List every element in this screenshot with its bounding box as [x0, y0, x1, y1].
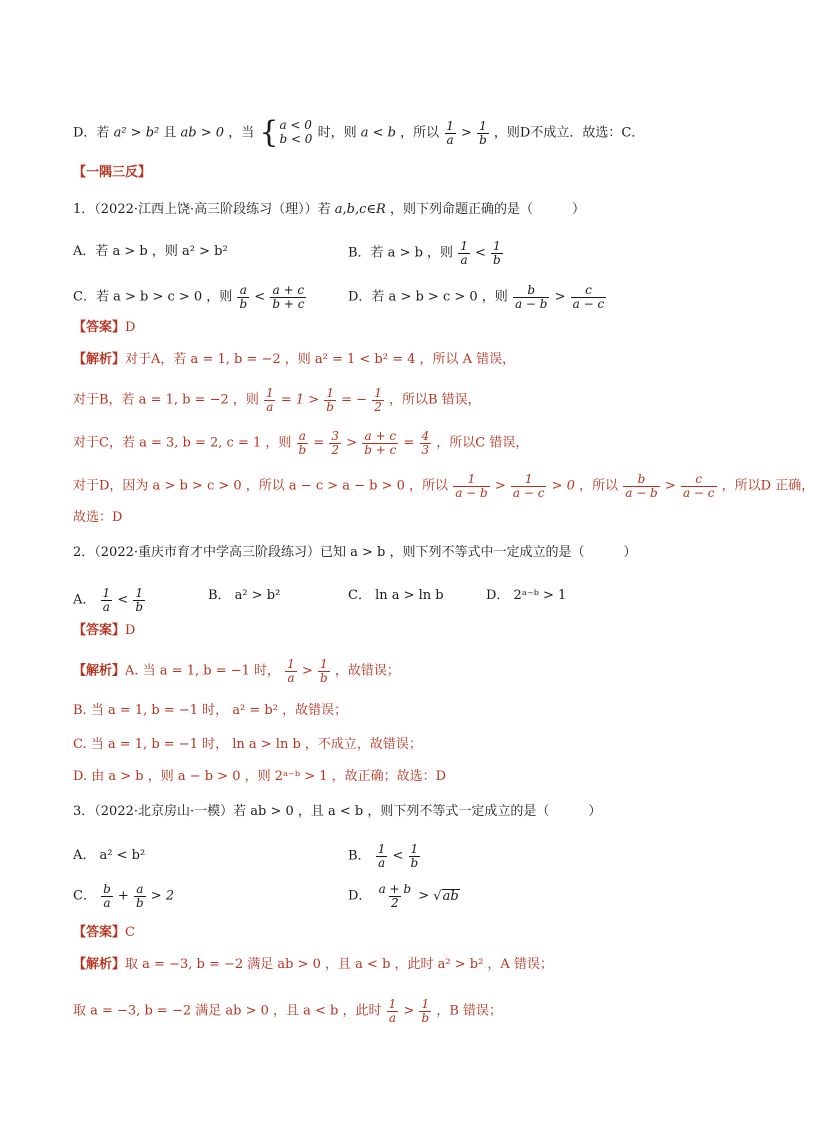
fraction: $\frac{1}{b}$ [320, 657, 328, 685]
text: C． [73, 888, 96, 904]
explanation-label: 【解析】 [73, 957, 126, 972]
text: 1．（2022·江西上饶·高三阶段练习（理））若 [73, 202, 331, 217]
text: A. 当 a = 1, b = −1 时， [125, 663, 281, 679]
fraction: $\frac{1}{2}$ [374, 386, 382, 414]
q3-explanation-2: 取 a = −3, b = −2 满足 ab > 0 ，且 a < b ，此时 $\frac{1}{a}$ > $\frac{1}{b}$ ，B 错误； [73, 997, 502, 1025]
answer-value: D [125, 623, 136, 638]
line-option-d-explanation [73, 115, 645, 150]
q1-final-choice: 故选：D [73, 510, 123, 525]
fraction-1-over-b: $\frac{1}{b}$ [479, 118, 487, 147]
text: D．若 [73, 125, 110, 141]
text: 对于A，若 a = 1, b = −2 ，则 a² = 1 < b² = 4 ，所以 A 错误， [125, 352, 516, 367]
fraction: $\frac{b}{a - b}$ [514, 283, 548, 311]
q2-explanation-d: D. 由 a > b ，则 a − b > 0 ，则 2ᵃ⁻ᵇ > 1 ，故正确；故选：D [73, 769, 447, 784]
text: 且 [163, 125, 177, 141]
text: ，当 [228, 125, 255, 141]
math: a,b,c∈R [334, 202, 386, 217]
system-bottom: b < 0 [279, 132, 313, 146]
math-cond2: ab > 0 [180, 125, 225, 141]
text: B．若 a > b ，则 [348, 245, 454, 261]
explanation-label: 【解析】 [73, 352, 126, 367]
answer-value: C [125, 925, 135, 940]
inequality-system [259, 115, 313, 150]
brace-glyph: { [259, 115, 279, 150]
q1-option-b: B．若 a > b ，则 $\frac{1}{a}$ < $\frac{1}{b}$ [348, 239, 501, 267]
text: ，所以 [400, 125, 440, 141]
q1-explanation-c: 对于C，若 a = 3, b = 2, c = 1 ，则 $\frac{a}{b}$ = $\frac{3}{2}$ > $\frac{a + c}{b + c}$ = $\frac{4}{3}$ ，所以C 错误， [73, 429, 529, 457]
q1-answer [73, 321, 135, 334]
fraction: $\frac{1}{a}$ [287, 657, 295, 685]
text: C．若 a > b > c > 0 ，则 [73, 289, 233, 305]
q2-option-c: C． ln a > ln b [348, 588, 444, 603]
math-result: a < b [360, 125, 396, 141]
fraction: $\frac{1}{b}$ [410, 842, 419, 870]
text: ，所以B 错误， [388, 392, 481, 408]
q2-explanation-a: 【解析】A. 当 a = 1, b = −1 时， $\frac{1}{a}$ > $\frac{1}{b}$ ，故错误； [73, 657, 400, 685]
question-1-stem [73, 203, 585, 216]
fraction: $\frac{b}{a - b}$ [625, 472, 658, 500]
text: D． [348, 888, 372, 904]
q3-explanation-1 [73, 958, 553, 971]
fraction: $\frac{a + c}{b + c}$ [272, 283, 305, 311]
fraction: $\frac{3}{2}$ [331, 429, 340, 457]
text: 取 a = −3, b = −2 满足 ab > 0 ，且 a < b ，此时 a² > b² ，A 错误； [125, 957, 553, 972]
q2-option-d: D． 2ᵃ⁻ᵇ > 1 [486, 588, 567, 603]
math-cond1: a² > b² [113, 125, 160, 141]
q3-option-d: D． $\frac{a + b}{2}$ > √ ab [348, 882, 459, 910]
section-title: 【一隅三反】 [73, 165, 152, 180]
answer-value: D [125, 320, 136, 335]
fraction: $\frac{c}{a - c}$ [572, 283, 605, 311]
text: ，故错误； [334, 663, 400, 679]
fraction: $\frac{1}{a - c}$ [512, 472, 545, 500]
fraction: $\frac{1}{b}$ [421, 997, 430, 1025]
q2-explanation-c: C. 当 a = 1, b = −1 时， ln a > ln b ，不成立，故错误； [73, 737, 422, 752]
sqrt-ab: √ ab [433, 888, 459, 904]
fraction: $\frac{1}{a}$ [460, 239, 468, 267]
fraction: $\frac{a}{b}$ [298, 429, 307, 457]
text: ，所以 [579, 478, 619, 494]
text: ，则D不成立．故选：C． [493, 125, 645, 141]
fraction: $\frac{1}{b}$ [493, 239, 501, 267]
fraction: $\frac{1}{b}$ [326, 386, 334, 414]
q1-option-a: A．若 a > b ，则 a² > b² [73, 244, 228, 259]
fraction: $\frac{1}{a - b}$ [455, 472, 488, 500]
q3-option-c: C． $\frac{b}{a}$ + $\frac{a}{b}$ > 2 [73, 882, 175, 910]
fraction: $\frac{1}{a}$ [266, 386, 274, 414]
text: A． [73, 592, 96, 608]
q1-option-c: C．若 a > b > c > 0 ，则 $\frac{a}{b}$ < $\frac{a + c}{b + c}$ [73, 283, 305, 311]
q1-explanation-a [73, 353, 515, 366]
fraction: $\frac{4}{3}$ [421, 429, 430, 457]
text: ，B 错误； [436, 1003, 502, 1019]
gt-sign: > [461, 125, 472, 141]
q2-explanation-b: B. 当 a = 1, b = −1 时， a² = b² ，故错误； [73, 703, 348, 718]
q3-answer [73, 926, 135, 939]
q2-answer [73, 624, 135, 637]
q1-explanation-d: 对于D，因为 a > b > c > 0 ，所以 a − c > a − b > 0 ，所以 $\frac{1}{a - b}$ > $\frac{1}{a - c}$ > 0 ，所以 $\frac{b}{a - b}$ > $\frac{c}{a - c}$ ，所以D 正确， [73, 472, 814, 500]
fraction: $\frac{1}{a}$ [388, 997, 397, 1025]
text: 取 a = −3, b = −2 满足 ab > 0 ，且 a < b ，此时 [73, 1003, 382, 1019]
fraction: $\frac{a + b}{2}$ [378, 882, 412, 910]
fraction: $\frac{1}{a}$ [102, 586, 111, 614]
fraction: $\frac{a + c}{b + c}$ [364, 429, 397, 457]
q3-option-b: B． $\frac{1}{a}$ < $\frac{1}{b}$ [348, 842, 419, 870]
text: 对于D，因为 a > b > c > 0 ，所以 a − c > a − b > 0 ，所以 [73, 478, 449, 494]
text: ，则下列命题正确的是（ ） [389, 202, 585, 217]
fraction: $\frac{a}{b}$ [135, 882, 144, 910]
fraction: $\frac{1}{b}$ [135, 586, 144, 614]
question-3-stem: 3．（2022·北京房山·一模）若 ab > 0 ，且 a < b ，则下列不等式一定成立的是（ ） [73, 804, 602, 819]
fraction: $\frac{c}{a - c}$ [682, 472, 715, 500]
text: B． [348, 848, 371, 864]
q2-option-a: A． $\frac{1}{a}$ < $\frac{1}{b}$ [73, 586, 144, 614]
text: 时，则 [317, 125, 357, 141]
fraction: $\frac{a}{b}$ [239, 283, 248, 311]
q1-explanation-b: 对于B，若 a = 1, b = −2 ，则 $\frac{1}{a}$ = 1 > $\frac{1}{b}$ = − $\frac{1}{2}$ ，所以B 错误， [73, 386, 481, 414]
system-top: a < 0 [279, 118, 312, 133]
answer-label: 【答案】 [73, 320, 126, 335]
fraction: $\frac{b}{a}$ [103, 882, 111, 910]
text: 对于B，若 a = 1, b = −2 ，则 [73, 392, 259, 408]
q1-option-d: D．若 a > b > c > 0 ，则 $\frac{b}{a - b}$ > $\frac{c}{a - c}$ [348, 283, 605, 311]
explanation-label: 【解析】 [73, 663, 126, 679]
fraction: $\frac{1}{a}$ [377, 842, 386, 870]
answer-label: 【答案】 [73, 623, 126, 638]
question-2-stem: 2．（2022·重庆市育才中学高三阶段练习）已知 a > b ，则下列不等式中一定成立的是（ ） [73, 545, 637, 560]
text: 对于C，若 a = 3, b = 2, c = 1 ，则 [73, 435, 292, 451]
fraction-1-over-a: $\frac{1}{a}$ [446, 118, 454, 147]
text: D．若 a > b > c > 0 ，则 [348, 289, 508, 305]
text: ，所以C 错误， [436, 435, 529, 451]
q2-option-b: B． a² > b² [208, 588, 281, 603]
q3-option-a: A． a² < b² [73, 848, 146, 863]
text: ，所以D 正确， [721, 478, 814, 494]
answer-label: 【答案】 [73, 925, 126, 940]
